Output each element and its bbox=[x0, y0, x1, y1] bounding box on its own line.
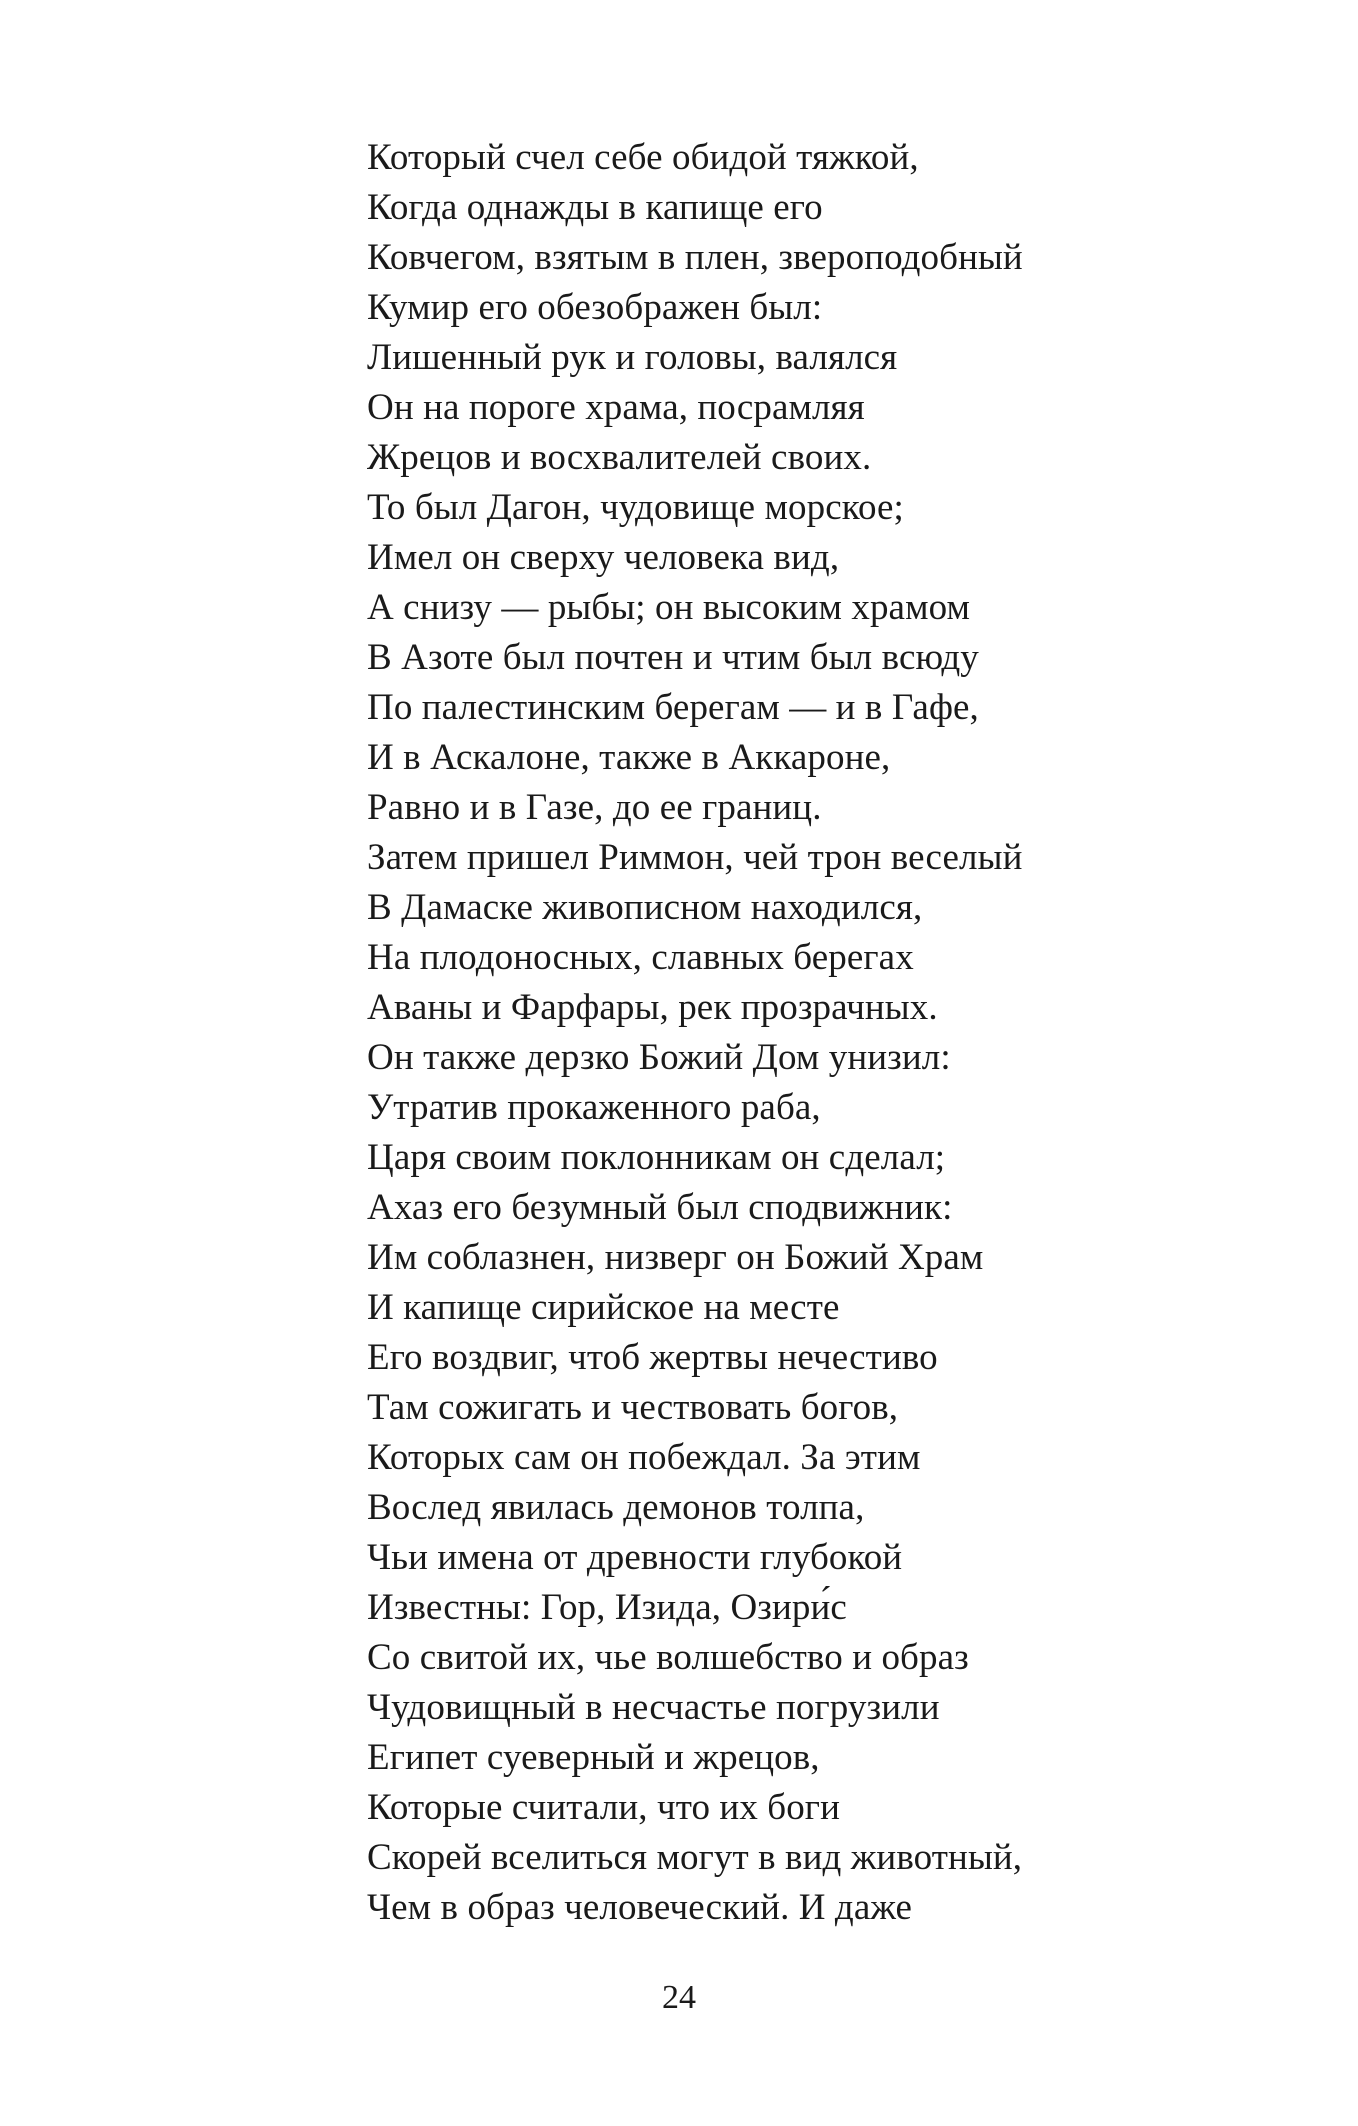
poem-line: Утратив прокаженного раба, bbox=[367, 1087, 821, 1128]
poem-line: Который счел себе обидой тяжкой, bbox=[367, 137, 919, 178]
poem-line: Имел он сверху человека вид, bbox=[367, 537, 840, 578]
poem-line: Он на пороге храма, посрамляя bbox=[367, 387, 865, 428]
poem-line: В Дамаске живописном находился, bbox=[367, 887, 923, 928]
poem-line: Египет суеверный и жрецов, bbox=[367, 1737, 820, 1778]
poem-line: Чем в образ человеческий. И даже bbox=[367, 1887, 913, 1928]
page-number: 24 bbox=[662, 1979, 696, 2016]
poem-line: А снизу — рыбы; он высоким храмом bbox=[367, 587, 970, 628]
poem-line: Со свитой их, чье волшебство и образ bbox=[367, 1637, 969, 1678]
poem-line: Равно и в Газе, до ее границ. bbox=[367, 787, 822, 828]
poem-line: Вослед явилась демонов толпа, bbox=[367, 1487, 865, 1528]
poem-line: По палестинским берегам — и в Гафе, bbox=[367, 687, 979, 728]
poem-line: Кумир его обезображен был: bbox=[367, 287, 823, 328]
poem-line: Чьи имена от древности глубокой bbox=[367, 1537, 903, 1578]
poem-line: То был Дагон, чудовище морское; bbox=[367, 487, 904, 528]
poem-line: Царя своим поклонникам он сделал; bbox=[367, 1137, 946, 1178]
poem-line: Им соблазнен, низверг он Божий Храм bbox=[367, 1237, 984, 1278]
poem-line: Известны: Гор, Изида, Озири́с bbox=[367, 1587, 847, 1628]
poem-line: Там сожигать и чествовать богов, bbox=[367, 1387, 899, 1428]
poem-line: И в Аскалоне, также в Аккароне, bbox=[367, 737, 891, 778]
poem-line: И капище сирийское на месте bbox=[367, 1287, 840, 1328]
poem-line: Затем пришел Риммон, чей трон веселый bbox=[367, 837, 1023, 878]
poem-line: Скорей вселиться могут в вид животный, bbox=[367, 1837, 1023, 1878]
poem-line: Которых сам он побеждал. За этим bbox=[367, 1437, 921, 1478]
poem-line: Ковчегом, взятым в плен, звероподобный bbox=[367, 237, 1023, 278]
poem-line: Которые считали, что их боги bbox=[367, 1787, 840, 1828]
poem-line: Жрецов и восхвалителей своих. bbox=[367, 437, 872, 478]
poem-line: Чудовищный в несчастье погрузили bbox=[367, 1687, 940, 1728]
poem-line: Его воздвиг, чтоб жертвы нечестиво bbox=[367, 1337, 938, 1378]
poem-line: В Азоте был почтен и чтим был всюду bbox=[367, 637, 979, 678]
poem-line: Ахаз его безумный был сподвижник: bbox=[367, 1187, 953, 1228]
poem-line: Он также дерзко Божий Дом унизил: bbox=[367, 1037, 951, 1078]
poem-line: Лишенный рук и головы, валялся bbox=[367, 337, 898, 378]
poem-text bbox=[367, 133, 1023, 1933]
poem-line: Аваны и Фарфары, рек прозрачных. bbox=[367, 987, 938, 1028]
poem-line: На плодоносных, славных берегах bbox=[367, 937, 914, 978]
poem-line: Когда однажды в капище его bbox=[367, 187, 823, 228]
